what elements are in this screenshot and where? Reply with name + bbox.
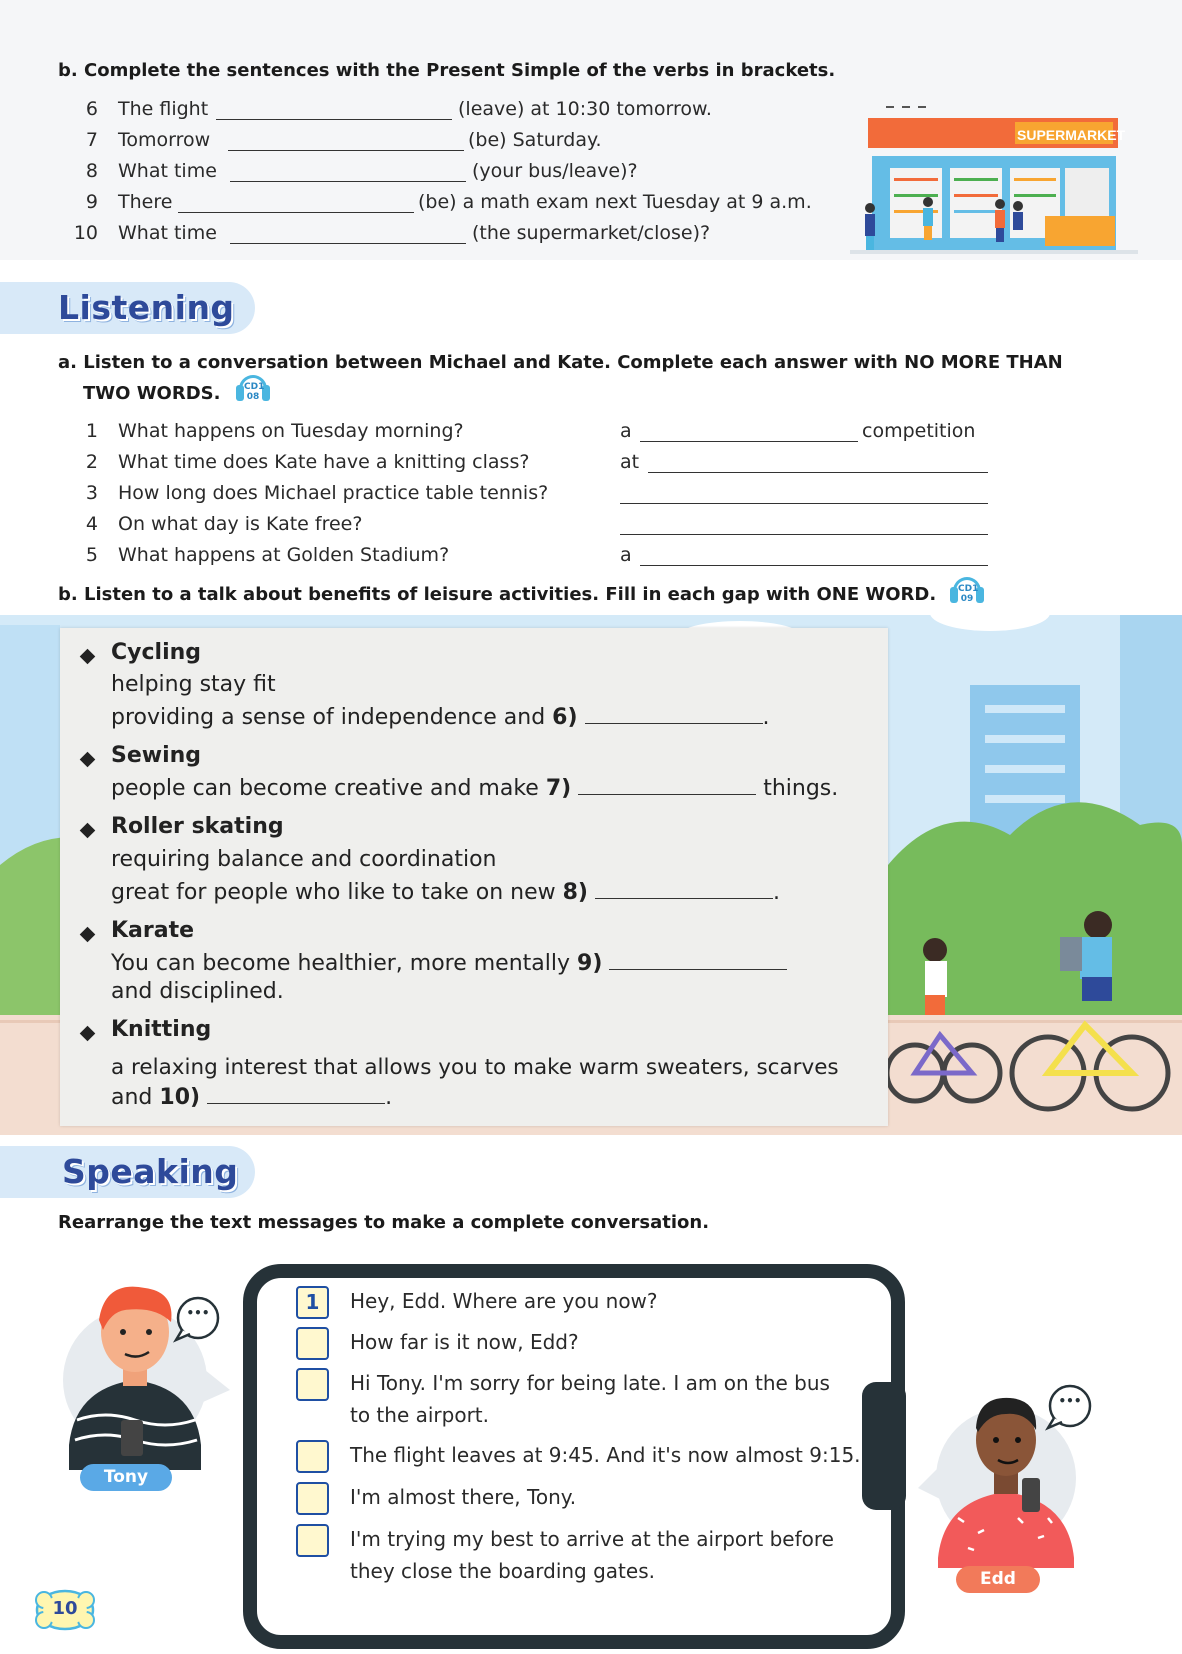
message-text: I'm trying my best to arrive at the airport before: [350, 1527, 834, 1551]
order-box[interactable]: [296, 1524, 329, 1557]
message-text: Hi Tony. I'm sorry for being late. I am on the bus: [350, 1371, 830, 1395]
activity-line: requiring balance and coordination: [111, 847, 497, 872]
grammar-instruction: b. Complete the sentences with the Present Simple of the verbs in brackets.: [58, 60, 836, 81]
answer-blank[interactable]: [585, 706, 763, 724]
answer-blank[interactable]: [595, 881, 773, 899]
answer-blank[interactable]: [216, 102, 452, 120]
answer-blank[interactable]: [620, 517, 988, 535]
answer-blank[interactable]: [578, 777, 756, 795]
activity-name: Sewing: [111, 743, 202, 768]
answer-blank[interactable]: [230, 226, 466, 244]
activity-name: Cycling: [111, 640, 202, 665]
speaking-banner: [0, 1146, 255, 1198]
activities-card: [60, 628, 888, 1126]
activity-line: people can become creative and make 7) things.: [111, 776, 839, 801]
speaking-instruction: Rearrange the text messages to make a complete conversation.: [58, 1212, 710, 1233]
speech-bubble-icon: [172, 1296, 224, 1344]
answer-blank[interactable]: [228, 133, 464, 151]
listening-b-instruction: b. Listen to a talk about benefits of leisure activities. Fill in each gap with ONE WORD.: [58, 584, 937, 605]
edd-label: Edd: [956, 1566, 1040, 1593]
listening-a-instruction: a. Listen to a conversation between Michael and Kate. Complete each answer with NO MORE THAN: [58, 352, 1063, 373]
message-text: The flight leaves at 9:45. And it's now almost 9:15.: [350, 1443, 861, 1467]
message-text: I'm almost there, Tony.: [350, 1485, 577, 1509]
answer-blank[interactable]: [640, 548, 988, 566]
headphones-cd-icon[interactable]: CD1 09: [950, 577, 984, 607]
speaking-title: Speaking: [62, 1152, 239, 1191]
listening-title: Listening: [58, 288, 235, 327]
order-box[interactable]: [296, 1368, 329, 1401]
listening-banner: [0, 282, 255, 334]
answer-blank[interactable]: [178, 195, 414, 213]
answer-blank[interactable]: [207, 1086, 385, 1104]
order-box[interactable]: [296, 1327, 329, 1360]
message-text: How far is it now, Edd?: [350, 1330, 579, 1354]
activity-name: Karate: [111, 918, 195, 943]
order-box[interactable]: [296, 1440, 329, 1473]
activity-name: Roller skating: [111, 814, 284, 839]
supermarket-sign: SUPERMARKET: [1017, 127, 1126, 143]
speech-bubble-icon: [1044, 1384, 1096, 1432]
message-text: they close the boarding gates.: [350, 1559, 655, 1583]
tony-label: Tony: [80, 1464, 172, 1491]
message-text: Hey, Edd. Where are you now?: [350, 1289, 658, 1313]
answer-blank[interactable]: [640, 424, 858, 442]
answer-blank[interactable]: [609, 952, 787, 970]
activity-name: Knitting: [111, 1017, 212, 1042]
phone-side-button: [862, 1382, 906, 1510]
activity-line: and 10) .: [111, 1085, 393, 1110]
answer-blank[interactable]: [648, 455, 988, 473]
answer-blank[interactable]: [620, 486, 988, 504]
speech-bubble-dots: •••: [1058, 1394, 1082, 1408]
page-number: 10: [52, 1598, 78, 1619]
activity-line: helping stay fit: [111, 672, 276, 697]
activity-line: providing a sense of independence and 6) .: [111, 705, 770, 730]
answer-blank[interactable]: [230, 164, 466, 182]
order-box[interactable]: 1: [296, 1286, 329, 1319]
order-box[interactable]: [296, 1482, 329, 1515]
activity-line: great for people who like to take on new 8) .: [111, 880, 780, 905]
listening-a-instruction-cont: TWO WORDS.: [83, 383, 221, 404]
speech-bubble-dots: •••: [186, 1306, 210, 1320]
activity-line: You can become healthier, more mentally 9): [111, 951, 787, 976]
message-text: to the airport.: [350, 1403, 490, 1427]
activity-line: a relaxing interest that allows you to make warm sweaters, scarves: [111, 1055, 839, 1080]
activity-line: and disciplined.: [111, 979, 284, 1004]
headphones-cd-icon[interactable]: CD1 08: [236, 375, 270, 405]
